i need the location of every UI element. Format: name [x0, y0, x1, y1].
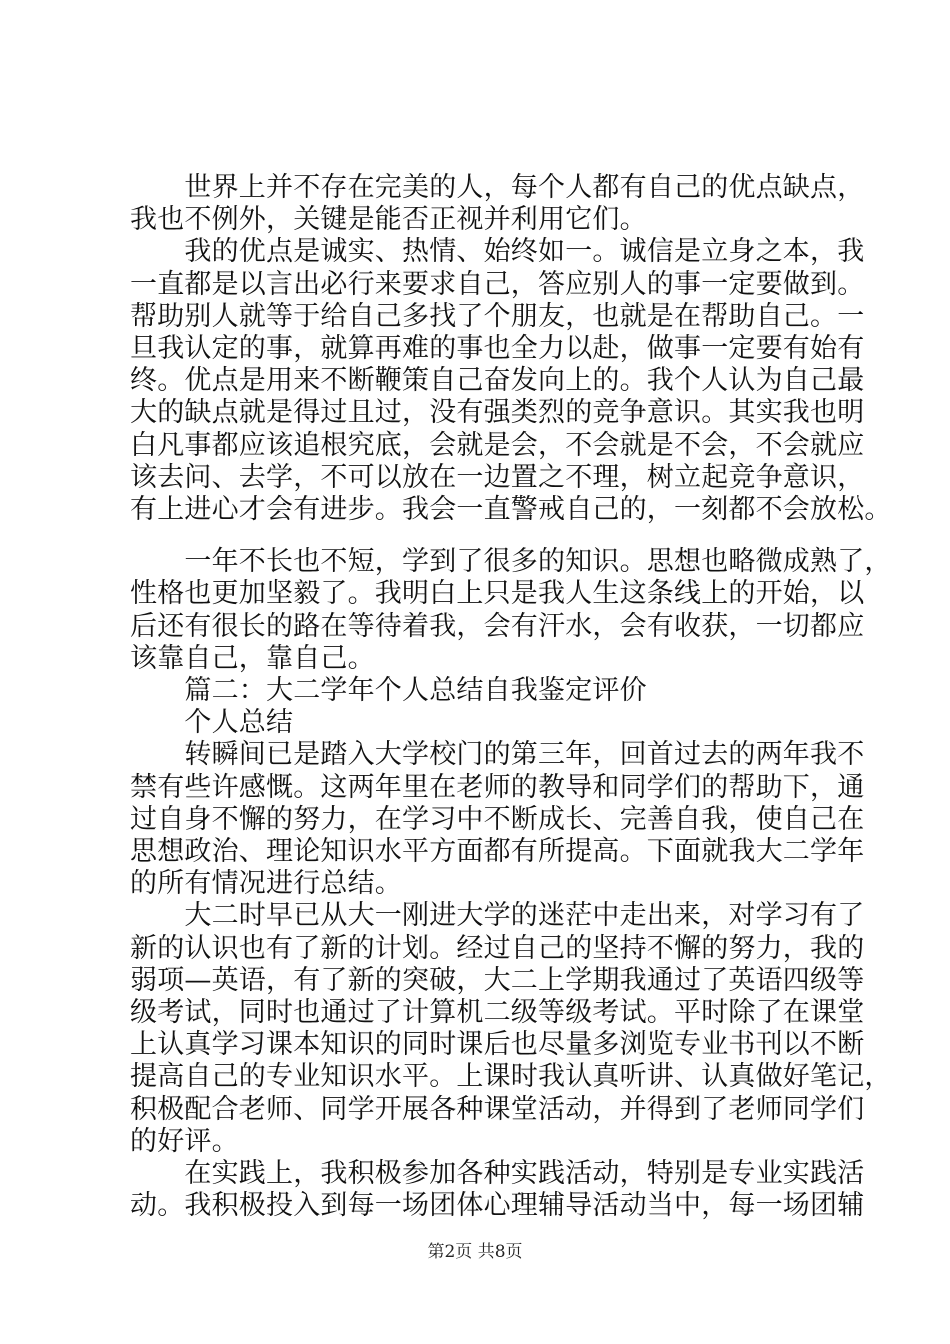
text-line: 级考试，同时也通过了计算机二级等级考试。平时除了在课堂 [130, 997, 865, 1028]
text-line: 世界上并不存在完美的人，每个人都有自己的优点缺点， [130, 172, 865, 203]
page-footer: 第2页 共8页 [427, 1242, 523, 1262]
text-line: 后还有很长的路在等待着我，会有汗水，会有收获，一切都应 [130, 611, 865, 642]
text-line: 提高自己的专业知识水平。上课时我认真听讲、认真做好笔记， [130, 1061, 892, 1092]
text-line: 过自身不懈的努力，在学习中不断成长、完善自我，使自己在 [130, 804, 865, 835]
text-line: 弱项—英语，有了新的突破，大二上学期我通过了英语四级等 [130, 965, 865, 996]
text-line: 在实践上，我积极参加各种实践活动，特别是专业实践活 [130, 1158, 865, 1189]
text-line: 上认真学习课本知识的同时课后也尽量多浏览专业书刊以不断 [130, 1029, 865, 1060]
text-line: 一年不长也不短，学到了很多的知识。思想也略微成熟了， [130, 546, 892, 577]
text-line: 新的认识也有了新的计划。经过自己的坚持不懈的努力，我的 [130, 933, 865, 964]
text-line: 我的优点是诚实、热情、始终如一。诚信是立身之本，我 [130, 236, 865, 267]
text-line: 积极配合老师、同学开展各种课堂活动，并得到了老师同学们 [130, 1094, 865, 1125]
text-line: 性格也更加坚毅了。我明白上只是我人生这条线上的开始，以 [130, 578, 865, 609]
text-line: 禁有些许感慨。这两年里在老师的教导和同学们的帮助下，通 [130, 772, 865, 803]
text-line: 我也不例外，关键是能否正视并利用它们。 [130, 204, 647, 235]
text-line: 有上进心才会有进步。我会一直警戒自己的，一刻都不会放松。 [130, 494, 892, 525]
text-line: 大的缺点就是得过且过，没有强类烈的竞争意识。其实我也明 [130, 397, 865, 428]
text-line: 白凡事都应该追根究底，会就是会，不会就是不会，不会就应 [130, 430, 865, 461]
text-line: 该靠自己，靠自己。 [130, 643, 375, 674]
text-line: 思想政治、理论知识水平方面都有所提高。下面就我大二学年 [130, 836, 865, 867]
text-line: 的所有情况进行总结。 [130, 868, 402, 899]
text-line: 动。我积极投入到每一场团体心理辅导活动当中，每一场团辅 [130, 1190, 865, 1221]
text-line: 的好评。 [130, 1126, 239, 1157]
text-line: 大二时早已从大一刚进大学的迷茫中走出来，对学习有了 [130, 900, 865, 931]
text-line: 一直都是以言出必行来要求自己，答应别人的事一定要做到。 [130, 269, 865, 300]
text-line: 旦我认定的事，就算再难的事也全力以赴，做事一定要有始有 [130, 333, 865, 364]
text-line: 终。优点是用来不断鞭策自己奋发向上的。我个人认为自己最 [130, 365, 865, 396]
text-line: 转瞬间已是踏入大学校门的第三年，回首过去的两年我不 [130, 739, 865, 770]
text-line: 该去问、去学，不可以放在一边置之不理，树立起竞争意识， [130, 462, 865, 493]
text-line: 帮助别人就等于给自己多找了个朋友，也就是在帮助自己。一 [130, 301, 865, 332]
section-heading: 篇二：大二学年个人总结自我鉴定评价 [130, 675, 647, 706]
subheading: 个人总结 [130, 707, 294, 738]
